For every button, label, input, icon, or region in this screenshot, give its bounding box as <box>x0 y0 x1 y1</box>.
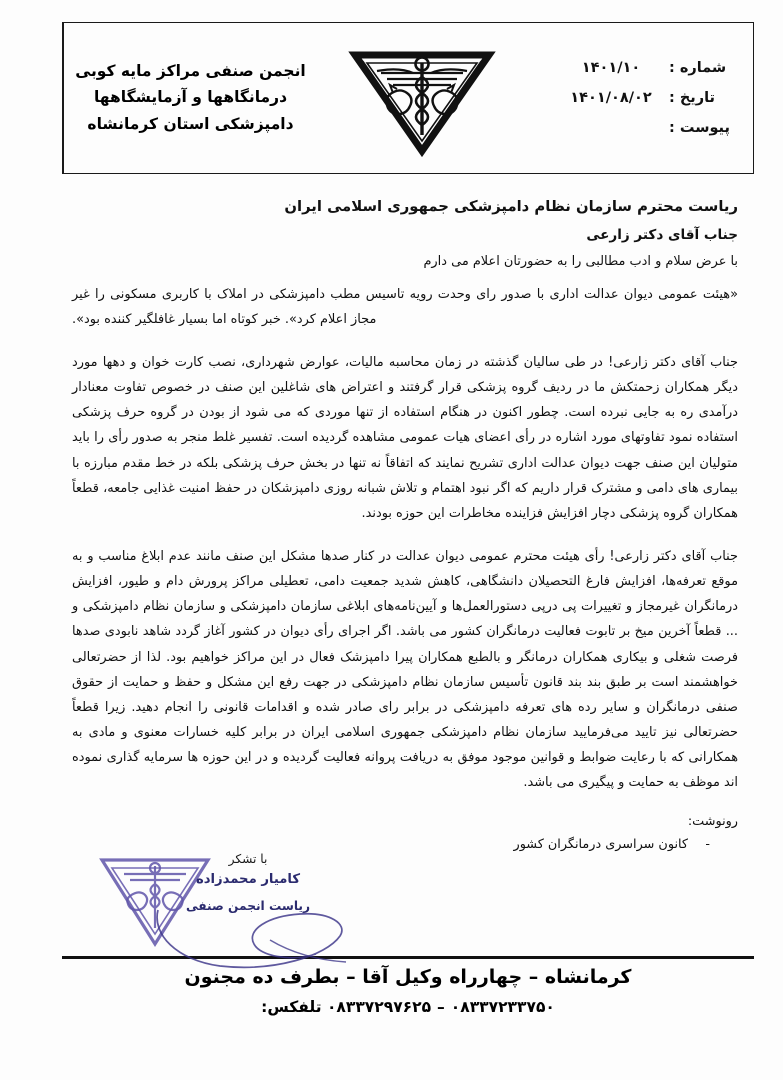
letter-body <box>72 196 738 856</box>
meta-row-number <box>531 60 747 76</box>
meta-row-attachment <box>531 120 747 136</box>
meta-label-number: شماره : <box>669 60 727 76</box>
addressee-line: ریاست محترم سازمان نظام دامپزشکی جمهوری اسلامی ایران <box>284 198 738 215</box>
handwritten-signature-mark <box>150 900 360 974</box>
meta-value-date: ۱۴۰۱/۰۸/۰۲ <box>570 90 652 106</box>
cc-heading: رونوشت: <box>687 813 738 829</box>
meta-row-date <box>531 90 747 106</box>
cc-list-item: - کانون سراسری درمانگران کشور <box>72 833 710 856</box>
footer-address: کرمانشاه – چهارراه وکیل آقا – بطرف ده مجنون <box>184 966 632 988</box>
signature-thanks: با تشکر <box>228 852 268 866</box>
salutation-line: با عرض سلام و ادب مطالبی را به حضورتان اعلام می دارم <box>423 253 738 269</box>
body-paragraph-2: جناب آقای دکتر زارعی! رأی هیئت محترم عمومی دیوان عدالت در کنار صدها مشکل این صنف مانند عدم ابلاغ مناسب و به موقع تعرفه‌ها، افزایش فارغ التحصیلان دانشگاهی، کاهش شدید جمعیت دامی، تعطیلی مراکز پرورش دام و طیور، افزایش درمانگران غیرمجاز و تغییرات پی درپی دستورالعمل‌ها و آیین‌نامه‌های ابلاغی سازمان دامپزشکی و سازمان نظام دامپزشکی و ... قطعاً آخرین میخ بر تابوت فعالیت درمانگران کشور می باشد. اگر اجرای رأی دیوان در کشور آغاز گردد شاهد نابودی صدها فرصت شغلی و بیکاری همکاران درمانگر و بالطبع همکاران پیرا دامپزشک فعال در این مراکز خواهیم بود. لذا از حضرتعالی خواهشمند است بر طبق بند بند قانون تأسیس سازمان نظام دامپزشکی در جهت رفع این مشکل و حفظ و حمایت از حقوق صنفی درمانگران و سایر رده های تعرفه دامپزشکی در برابر رای صادر شده و اقدامات قانونی را انجام دهید. زیرا قطعاً حضرتعالی نیز تایید می‌فرمایید سازمان نظام دامپزشکی جمهوری اسلامی ایران در برابر کلیه خسارات معنوی و مادی به همکارانی که با رعایت ضوابط و قوانین موجود موفق به دریافت پروانه فعالیت گردیده و در این حوزه ها سرمایه گذاری نموده اند موظف به حمایت و پیگیری می باشد. <box>72 548 738 791</box>
meta-label-attachment: پیوست : <box>669 120 730 136</box>
meta-value-number: ۱۴۰۱/۱۰ <box>581 60 641 76</box>
footer-phone-line <box>62 998 754 1016</box>
meta-label-date: تاریخ : <box>669 90 715 106</box>
letterhead-box <box>62 22 754 174</box>
footer-phone-primary: ۰۸۳۳۷۲۹۷۶۲۵ <box>326 998 432 1016</box>
signatory-name: کامیار محمدزاده <box>195 872 301 887</box>
quoted-ruling-paragraph: «هیئت عمومی دیوان عدالت اداری با صدور رای وحدت رویه تاسیس مطب دامپزشکی در املاک با کاربری مسکونی را غیر مجاز اعلام کرد». خبر کوتاه اما بسیار غافلگیر کننده بود». <box>72 286 738 327</box>
organization-name-block <box>63 23 331 173</box>
organization-line-3: دامپزشکی استان کرمانشاه <box>87 114 294 133</box>
footer-phone-secondary: ۰۸۳۳۷۲۳۳۷۵۰ <box>450 998 555 1016</box>
veterinary-association-emblem-icon <box>331 23 513 173</box>
signatory-role: ریاست انجمن صنفی <box>185 899 311 913</box>
sub-addressee-line: جناب آقای دکتر زارعی <box>586 227 738 244</box>
footer-phone-separator: – <box>437 998 445 1016</box>
body-paragraph-1: جناب آقای دکتر زارعی! در طی سالیان گذشته در زمان محاسبه مالیات، عوارض شهرداری، نصب کارت خوان و دهها مورد دیگر همکاران زحمتکش ما در ردیف گروه پزشکی قرار گرفتند و اعتراض های شاغلین این صنف در خصوص تفاوت معنادار درآمدی ره به جایی نبرده است. چطور اکنون در هنگام استفاده از تنها موردی که می شود از بودن در گروه حرف پزشکی استفاده نمود تفاوتهای مورد اشاره در رأی اعضای هیات عمومی مشاهده گردیده است. تفسیر غلط منجر به صدور رأی را باید متولیان این صنف جهت دیوان عدالت اداری تشریح نمایند که اتفاقاً نه تنها در بخش حرف پزشکی بلکه در خط مقدم مبارزه با بیماری های دامی و مشترک قرار داریم که اگر نبود اهتمام و تلاش شبانه روزی دامپزشکان در حفظ امنیت غذایی جامعه، قطعاً همکاران گروه پزشکی دچار افزایش فزاینده مخاطرات این حوزه بودند. <box>72 354 738 521</box>
organization-line-2: درمانگاهها و آزمایشگاهها <box>93 88 288 107</box>
organization-line-1: انجمن صنفی مراکز مایه کوبی <box>75 62 306 81</box>
letter-meta-block <box>513 23 753 173</box>
footer-phone-label: تلفکس: <box>261 998 322 1016</box>
